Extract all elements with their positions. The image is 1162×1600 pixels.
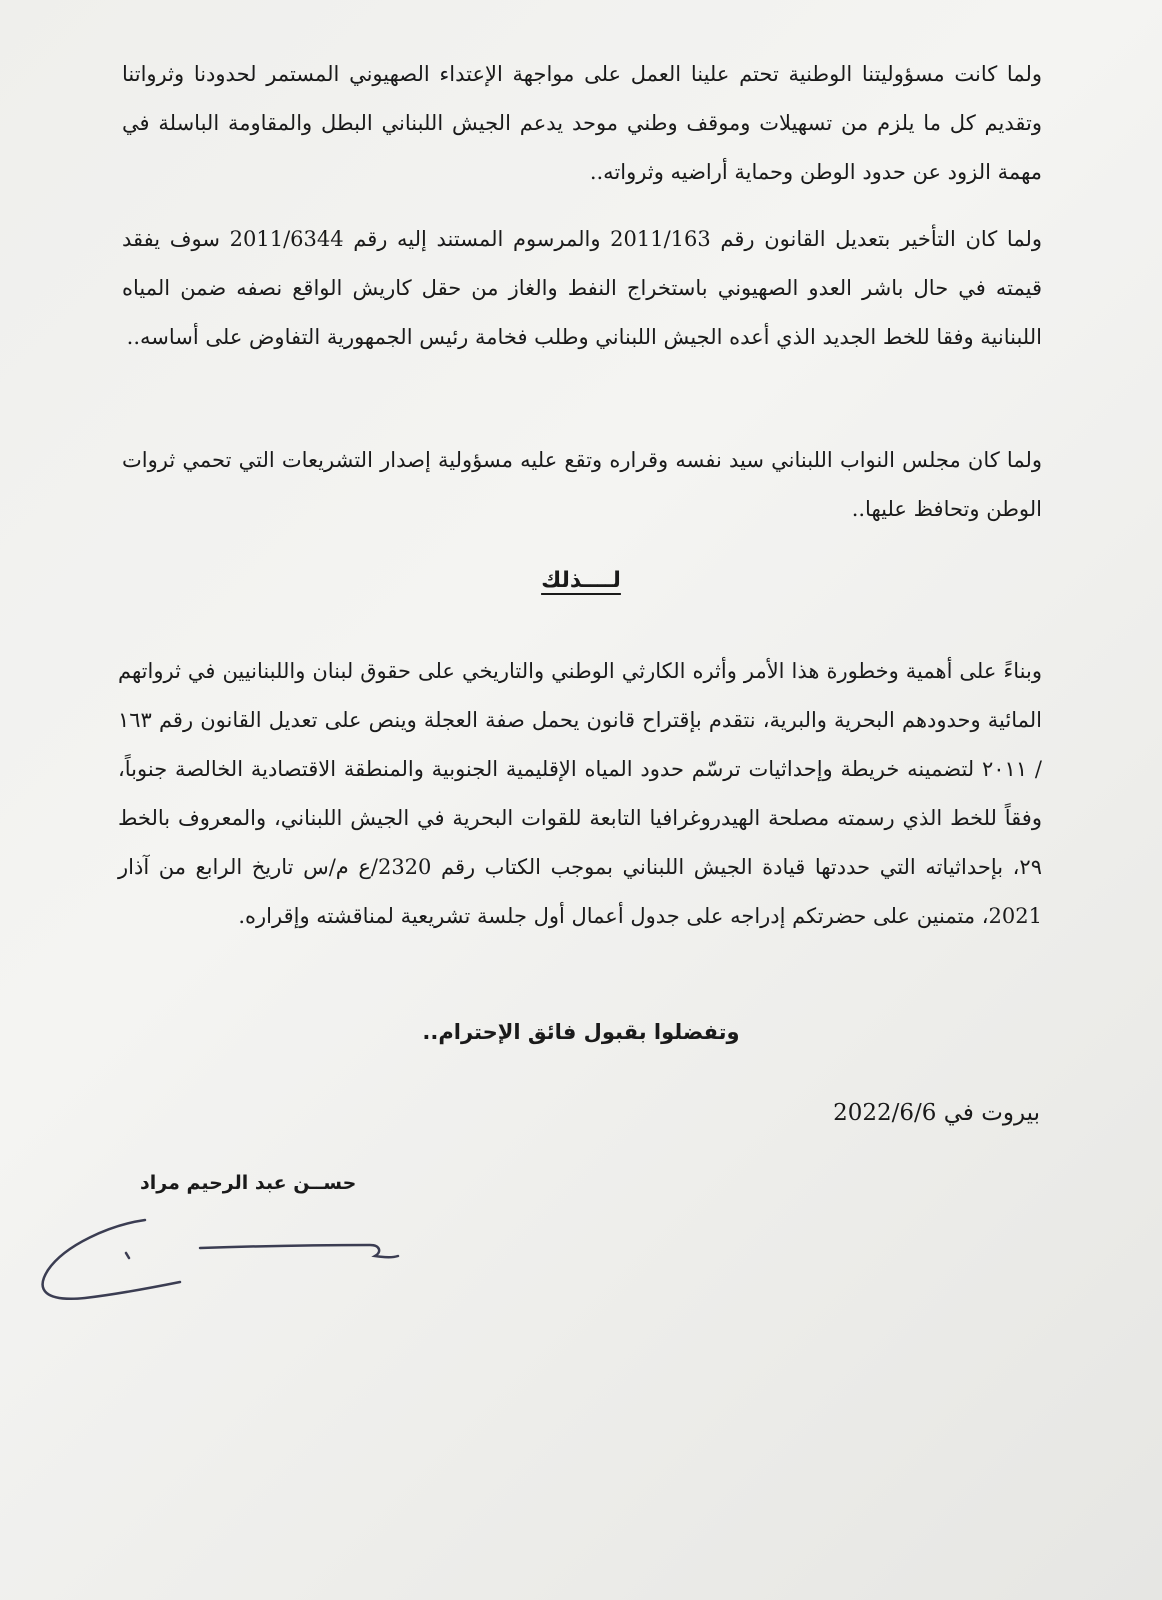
section-heading: لــــذلك xyxy=(541,568,621,593)
signer-name: حســن عبد الرحيم مراد xyxy=(140,1172,357,1194)
signature-line-stroke xyxy=(200,1245,398,1257)
handwritten-signature xyxy=(30,1210,420,1320)
paragraph-law-amendment-delay: ولما كان التأخير بتعديل القانون رقم 2011/163 والمرسوم المستند إليه رقم 2011/6344 سوف يفقد قيمته في حال باشر العدو الصهيوني باستخراج النفط والغاز من حقل كاريش الواقع نصفه ضمن المياه اللبنانية وفقا للخط الجديد الذي أعده الجيش اللبناني وطلب فخامة رئيس الجمهورية التفاوض على أساسه.. xyxy=(122,227,1043,349)
signature-dot xyxy=(126,1253,129,1258)
paragraph-responsibility: ولما كانت مسؤوليتنا الوطنية تحتم علينا العمل على مواجهة الإعتداء الصهيوني المستمر لحدودنا وثرواتنا وتقديم كل ما يلزم من تسهيلات وموقف وطني موحد يدعم الجيش اللبناني البطل والمقاومة الباسلة في مهمة الزود عن حدود الوطن وحماية أراضيه وثرواته.. xyxy=(122,62,1042,184)
place-and-date: بيروت في 2022/6/6 xyxy=(833,1100,1040,1126)
paragraph-parliament: ولما كان مجلس النواب اللبناني سيد نفسه وقراره وتقع عليه مسؤولية إصدار التشريعات التي تحمي ثروات الوطن وتحافظ عليها.. xyxy=(122,448,1042,521)
signature-loop-stroke xyxy=(43,1220,180,1299)
paragraph-proposal: وبناءً على أهمية وخطورة هذا الأمر وأثره الكارثي الوطني والتاريخي على حقوق لبنان واللبنانيين في ثرواتهم المائية وحدودهم البحرية والبرية، نتقدم بإقتراح قانون يحمل صفة العجلة وينص على تعديل القانون رقم ١٦٣ / ٢٠١١ لتضمينه خريطة وإحداثيات ترسّم حدود المياه الإقليمية الجنوبية والمنطقة الاقتصادية الخالصة جنوباً، وفقاً للخط الذي رسمته مصلحة الهيدروغرافيا التابعة للقوات البحرية في الجيش اللبناني، والمعروف بالخط ٢٩، بإحداثياته التي حددتها قيادة الجيش اللبناني بموجب الكتاب رقم 2320/ع م/س تاريخ الرابع من آذار 2021، متمنين على حضرتكم إدراجه على جدول أعمال أول جلسة تشريعية لمناقشته وإقراره. xyxy=(118,659,1042,928)
closing-salutation: وتفضلوا بقبول فائق الإحترام.. xyxy=(422,1020,740,1044)
